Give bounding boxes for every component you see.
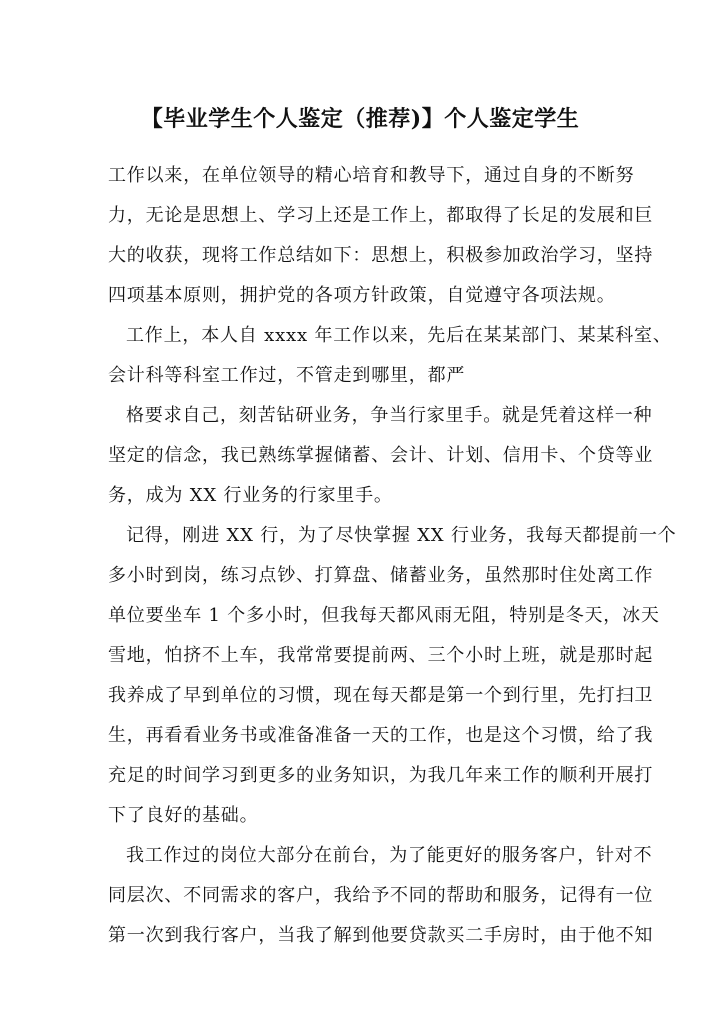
body-line: 充足的时间学习到更多的业务知识，为我几年来工作的顺利开展打 [108, 765, 654, 786]
body-line: 同层次、不同需求的客户，我给予不同的帮助和服务，记得有一位 [108, 885, 654, 906]
body-line: 格要求自己，刻苦钻研业务，争当行家里手。就是凭着这样一种 [126, 405, 653, 426]
body-line: 第一次到我行客户，当我了解到他要贷款买二手房时，由于他不知 [108, 925, 654, 946]
body-line: 多小时到岗，练习点钞、打算盘、储蓄业务，虽然那时住处离工作 [108, 565, 654, 586]
body-line: 单位要坐车 1 个多小时，但我每天都风雨无阻，特别是冬天，冰天 [108, 605, 660, 626]
document-title: 【毕业学生个人鉴定（推荐)】个人鉴定学生 [140, 106, 580, 132]
body-line: 工作以来，在单位领导的精心培育和教导下，通过自身的不断努 [108, 165, 635, 186]
body-line: 记得，刚进 XX 行，为了尽快掌握 XX 行业务，我每天都提前一个 [126, 525, 677, 546]
body-line: 下了良好的基础。 [108, 805, 259, 826]
body-line: 务，成为 XX 行业务的行家里手。 [108, 485, 393, 506]
body-line: 雪地，怕挤不上车，我常常要提前两、三个小时上班，就是那时起 [108, 645, 654, 666]
body-line: 四项基本原则，拥护党的各项方针政策，自觉遵守各项法规。 [108, 285, 616, 306]
body-line: 力，无论是思想上、学习上还是工作上，都取得了长足的发展和巨 [108, 205, 654, 226]
body-line: 我养成了早到单位的习惯，现在每天都是第一个到行里，先打扫卫 [108, 685, 654, 706]
body-line: 大的收获，现将工作总结如下：思想上，积极参加政治学习，坚持 [108, 245, 654, 266]
body-line: 我工作过的岗位大部分在前台，为了能更好的服务客户，针对不 [126, 845, 653, 866]
body-line: 生，再看看业务书或准备准备一天的工作，也是这个习惯，给了我 [108, 725, 654, 746]
body-line: 坚定的信念，我已熟练掌握储蓄、会计、计划、信用卡、个贷等业 [108, 445, 654, 466]
body-line: 工作上，本人自 xxxx 年工作以来，先后在某某部门、某某科室、 [126, 325, 672, 346]
body-line: 会计科等科室工作过，不管走到哪里，都严 [108, 365, 466, 386]
